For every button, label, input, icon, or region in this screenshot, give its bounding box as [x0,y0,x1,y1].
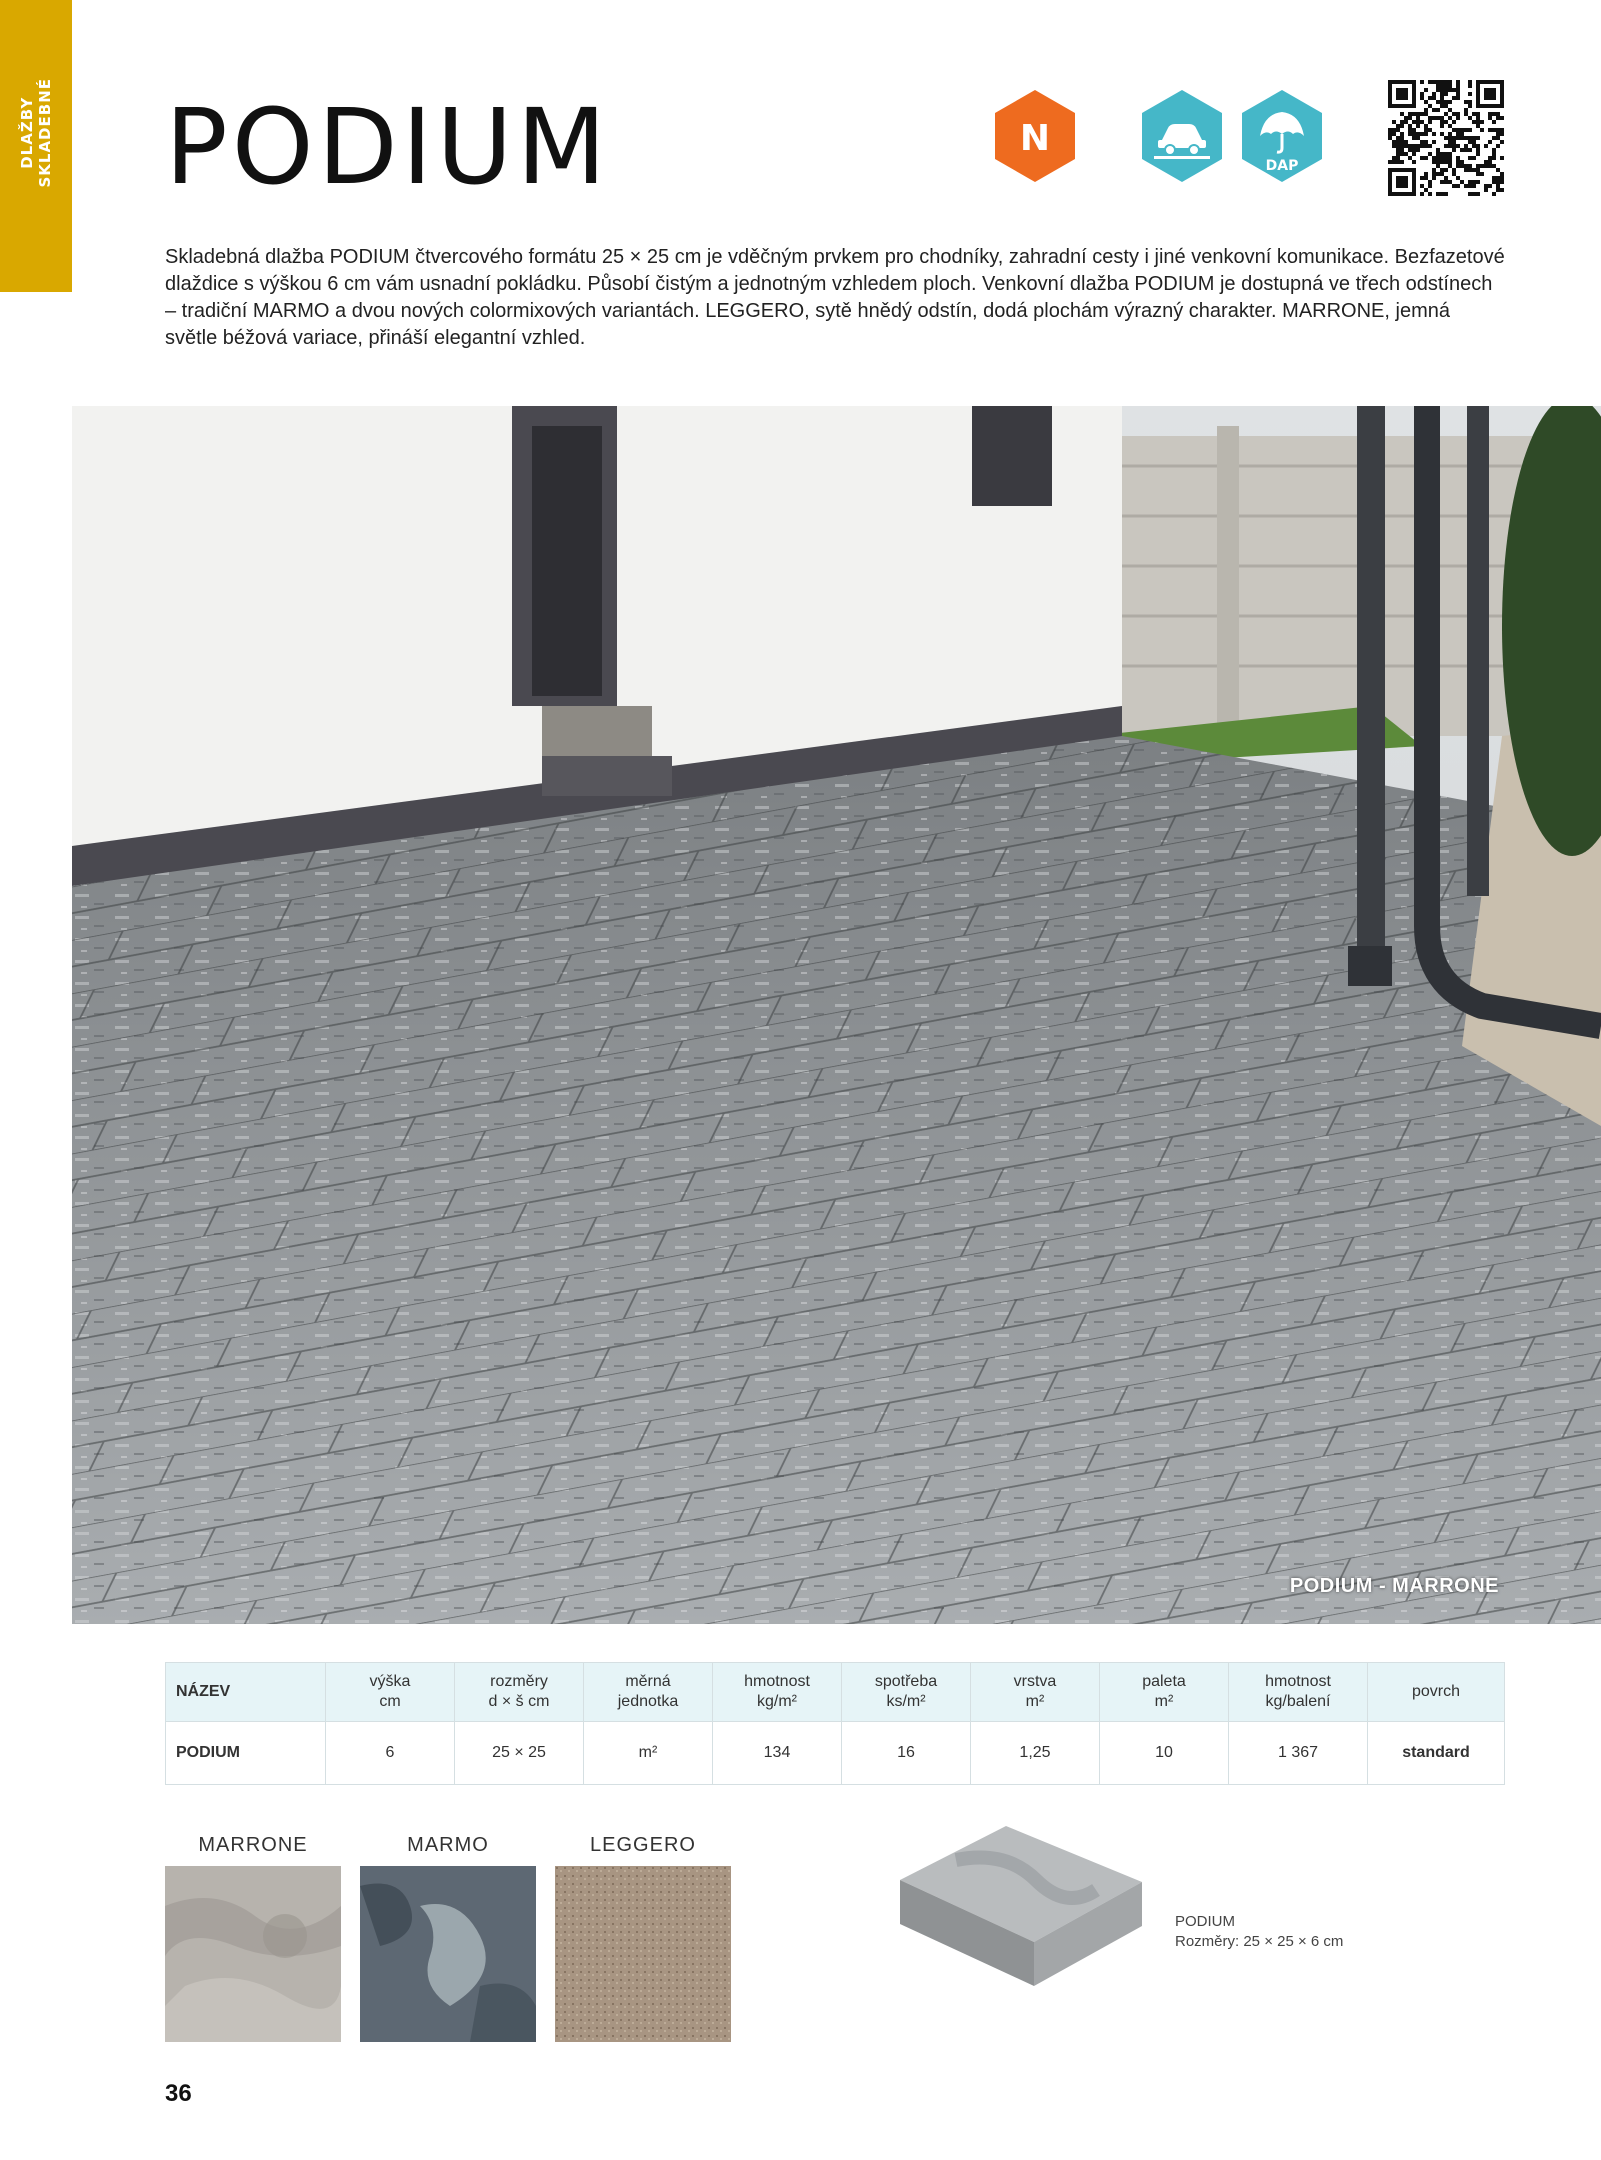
svg-text:DAP: DAP [1265,158,1299,174]
cell-weight: 134 [713,1722,842,1785]
col-header-unit: měrná jednotka [584,1663,713,1722]
svg-text:N: N [1019,118,1051,159]
product-name: PODIUM [1175,1913,1235,1930]
table-row [166,1722,1505,1785]
variant-swatch [360,1866,536,2042]
variant-swatch [555,1866,731,2042]
product-block-image [896,1820,1146,1996]
variant-label: MARMO [407,1834,489,1856]
col-header-name: NÁZEV [166,1663,326,1722]
section-side-tab [0,0,72,292]
cell-dimensions: 25 × 25 [455,1722,584,1785]
variant-swatch [165,1866,341,2042]
cell-surface: standard [1368,1722,1505,1785]
col-header-dimensions: rozměry d × š cm [455,1663,584,1722]
spec-table-header-row [166,1663,1505,1722]
car-icon [1140,88,1224,184]
product-photo [72,406,1601,1624]
cell-package-weight: 1 367 [1229,1722,1368,1785]
cell-consumption: 16 [842,1722,971,1785]
photo-caption: PODIUM - MARRONE [1289,1575,1499,1597]
qr-code[interactable] [1388,80,1504,196]
n-letter-icon [993,88,1077,184]
variant-label: MARRONE [198,1834,308,1856]
variant-marrone [165,1834,341,2042]
spec-table [165,1662,1505,1785]
cell-height: 6 [326,1722,455,1785]
product-info [1175,1912,1343,1952]
variant-marmo [360,1834,536,2042]
umbrella-icon [1240,88,1324,184]
section-label [18,78,54,188]
page-title: PODIUM [165,86,611,208]
col-header-weight: hmotnost kg/m² [713,1663,842,1722]
intro-paragraph: Skladebná dlažba PODIUM čtvercového formátu 25 × 25 cm je vděčným prvkem pro chodníky, zahradní cesty i jiné venkovní komunikace. Bezfazetové dlaždice s výškou 6 cm vám usnadní pokládku. Působí čistým a jednotným vzhledem ploch. Venkovní dlažba PODIUM je dostupná ve třech odstínech – tradiční MARMO a dvou nových colormixových variantách. LEGGERO, sytě hnědý odstín, dodá plochám výrazný charakter. MARRONE, jemná světle béžová variace, přináší elegantní vzhled. [165,246,1505,349]
cell-name: PODIUM [166,1722,326,1785]
cell-layer: 1,25 [971,1722,1100,1785]
page-number: 36 [165,2080,192,2107]
col-header-consumption: spotřeba ks/m² [842,1663,971,1722]
col-header-package-weight: hmotnost kg/balení [1229,1663,1368,1722]
cell-unit: m² [584,1722,713,1785]
variant-leggero [555,1834,731,2042]
col-header-layer: vrstva m² [971,1663,1100,1722]
col-header-pallet: paleta m² [1100,1663,1229,1722]
product-dimensions: Rozměry: 25 × 25 × 6 cm [1175,1933,1344,1950]
col-header-height: výška cm [326,1663,455,1722]
col-header-surface: povrch [1368,1663,1505,1722]
variant-label: LEGGERO [590,1834,696,1856]
section-label-line1: DLAŽBY [18,96,36,169]
section-label-line2: SKLADEBNÉ [36,78,54,188]
cell-pallet: 10 [1100,1722,1229,1785]
